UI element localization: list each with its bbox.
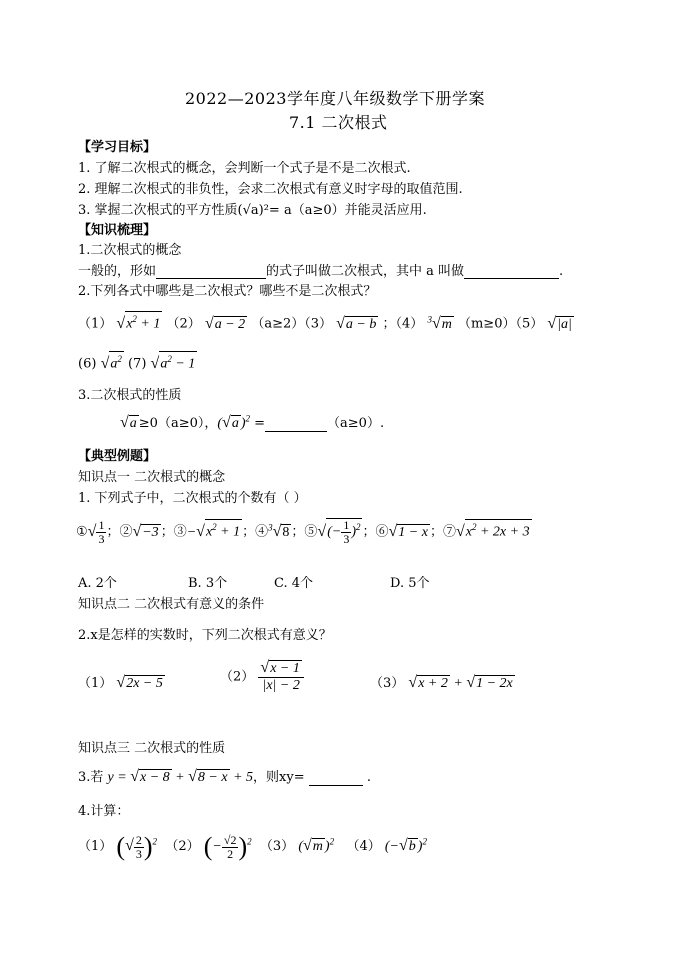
choice-b[interactable]: B. 3个 [188, 576, 228, 591]
q4-label-2: （2） [165, 839, 200, 855]
choice-d[interactable]: D. 5个 [390, 576, 430, 591]
q4-label-1: （1） [78, 839, 113, 855]
label-5: （m≥0）（5） [457, 316, 544, 332]
ex-q1: 1. 下列式子中，二次根式的个数有（ ） [78, 491, 307, 506]
blank-square[interactable] [265, 419, 327, 432]
ex-q2-item3: （3） √x + 2 + √1 − 2x [370, 674, 513, 691]
k-q3-title: 3.二次根式的性质 [78, 388, 182, 403]
label-2: （2） [166, 316, 201, 332]
ex-q2-item2: （2） $\frac{√x - 1}{|x| - 2}$ [220, 660, 304, 694]
k-q1-end: . [559, 264, 564, 279]
blank-xy[interactable] [309, 773, 363, 786]
knowledge-point-3: 知识点三 二次根式的性质 [78, 741, 226, 756]
knowledge-heading: 【知识梳理】 [78, 223, 157, 238]
ex-q3: 3.若 y = √x − 8 + √8 − x + 5，则xy= . [78, 768, 372, 785]
k-q2-line1: （1） $√x^2 + 1$ （2） √a − 2 （a≥2）（3） √a − b ；（4） $^3$√m （m≥0）（5） √|a| [78, 311, 574, 333]
label-6: (6) [78, 356, 97, 372]
k-q3-line: √a ≥0（a≥0），(√a )$^2$ = （a≥0）. [120, 413, 385, 431]
q2-label-3: （3） [370, 676, 405, 691]
ex-q2: 2.x是怎样的实数时，下列二次根式有意义？ [78, 628, 332, 643]
goal-item-2: 2. 理解二次根式的非负性，会求二次根式有意义时字母的取值范围. [78, 182, 463, 197]
q3-pre: 3.若 [78, 770, 104, 785]
q2-label-2: （2） [220, 669, 255, 685]
choice-c[interactable]: C. 4个 [274, 576, 314, 591]
prop-nonneg: ≥0（a≥0）， [138, 416, 218, 431]
q3-end: . [366, 770, 372, 785]
goals-heading: 【学习目标】 [78, 140, 157, 155]
blank-form[interactable] [156, 266, 266, 279]
k-q1-line [78, 260, 563, 279]
prop-cond: （a≥0）. [327, 416, 385, 431]
choice-a[interactable]: A. 2个 [78, 576, 117, 591]
k-q1-pre: 一般的，形如 [78, 264, 157, 279]
equals: = [254, 416, 266, 431]
blank-name[interactable] [464, 266, 559, 279]
page-title: 2022—2023学年度八年级数学下册学案 [185, 89, 485, 108]
label-7: (7) [127, 356, 147, 372]
q2-label-1: （1） [78, 676, 113, 691]
ex-q4-exprs: （1） (√ $\frac{2}{3}$ )$^2$ （2） (− $\frac{√2}{2}$ )$^2$ （3） (√m )$^2$ （4） (−√b )$^2$ [78, 832, 427, 861]
q4-label-4: （4） [346, 839, 381, 855]
k-q1-mid: 的式子叫做二次根式，其中 a 叫做 [266, 264, 465, 279]
k-q2-title: 2.下列各式中哪些是二次根式？哪些不是二次根式？ [78, 284, 377, 299]
knowledge-point-1: 知识点一 二次根式的概念 [78, 470, 226, 485]
k-q1-title: 1.二次根式的概念 [78, 243, 182, 258]
page-subtitle: 7.1 二次根式 [289, 113, 388, 132]
label-1: （1） [78, 316, 113, 332]
ex-q4: 4.计算： [78, 804, 130, 819]
q4-label-3: （3） [259, 839, 295, 855]
k-q2-line2: (6) $√a^2$ (7) $√a^2 - 1$ [78, 351, 197, 373]
label-3: （a≥2）（3） [251, 316, 332, 332]
examples-heading: 【典型例题】 [78, 449, 157, 464]
goal-item-1: 1. 了解二次根式的概念，会判断一个式子是不是二次根式. [78, 161, 411, 176]
knowledge-point-2: 知识点二 二次根式有意义的条件 [78, 597, 265, 612]
goal-item-3: 3. 掌握二次根式的平方性质(√a)²= a（a≥0）并能灵活应用. [78, 203, 427, 218]
ex-q1-exprs: ①√ $\frac{1}{3}$ ；②√−3 ；$③-√x^2 + 1$ ；④$^3$√8 ；⑤√(− $\frac{1}{3}$ )$^2$ ；⑥√1 − x ；$⑦√x^2 + 2x + 3$ [76, 518, 530, 546]
label-4: ；（4） [382, 316, 424, 332]
ex-q2-item1: （1） √2x − 5 [78, 674, 163, 691]
q3-post: ，则xy= [253, 770, 305, 785]
